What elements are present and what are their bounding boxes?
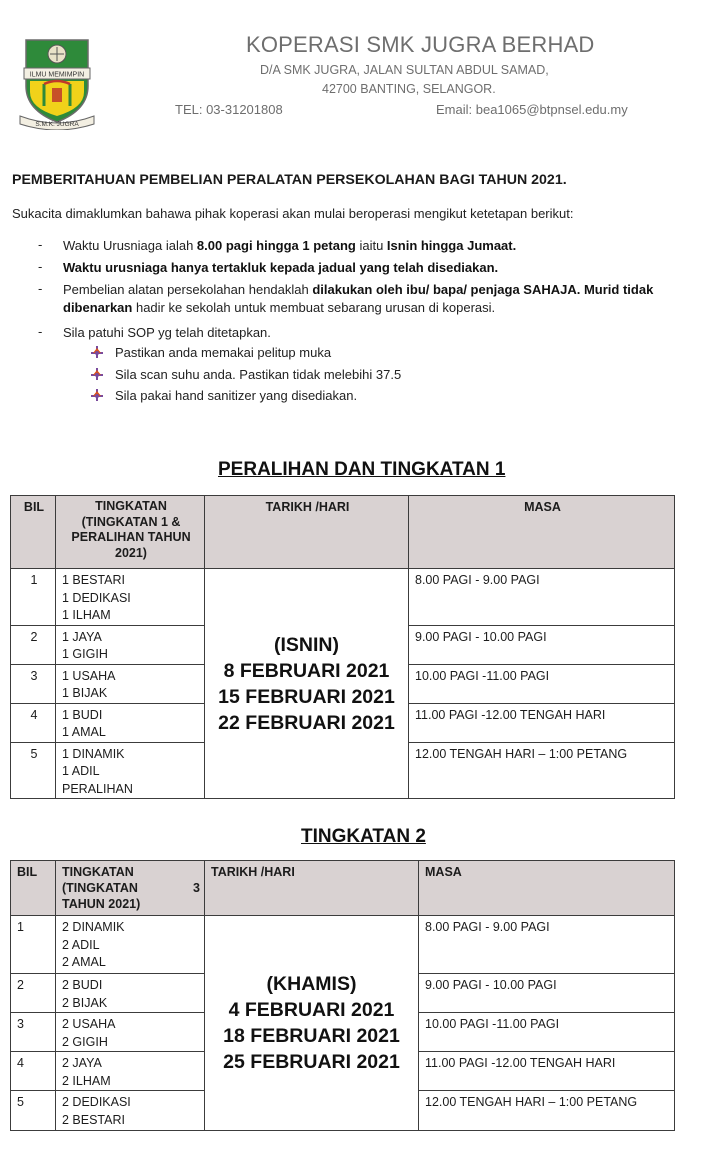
time-slot: 11.00 PAGI -12.00 TENGAH HARI: [425, 1056, 616, 1070]
class-list: 1 DINAMIK 1 ADIL PERALIHAN: [62, 746, 133, 796]
time-slot: 11.00 PAGI -12.00 TENGAH HARI: [415, 707, 606, 722]
table-row: [11, 916, 675, 974]
bullet-marker: -: [38, 281, 43, 296]
row-number: 4: [17, 1056, 24, 1070]
column-header-tarikh: TARIKH /HARI: [205, 861, 419, 916]
organization-name: KOPERASI SMK JUGRA BERHAD: [246, 32, 595, 57]
row-number: 1: [17, 920, 24, 934]
address-line-1: D/A SMK JUGRA, JALAN SULTAN ABDUL SAMAD,: [260, 63, 549, 77]
pushpin-icon: [90, 388, 104, 402]
time-slot: 10.00 PAGI -11.00 PAGI: [425, 1017, 560, 1031]
time-slot: 9.00 PAGI - 10.00 PAGI: [415, 629, 547, 644]
school-crest-logo: [14, 34, 100, 130]
row-number: 5: [30, 746, 38, 761]
column-header-bil: BIL: [11, 861, 56, 916]
table-row: [11, 569, 675, 626]
row-number: 5: [17, 1095, 24, 1109]
row-number: 3: [30, 668, 38, 683]
section-heading-peralihan-tingkatan-1: PERALIHAN DAN TINGKATAN 1: [218, 459, 506, 480]
date-block: (ISNIN) 8 FEBRUARI 2021 15 FEBRUARI 2021 22 FEBRUARI 2021: [205, 569, 409, 799]
date-block: (KHAMIS) 4 FEBRUARI 2021 18 FEBRUARI 2021 25 FEBRUARI 2021: [205, 916, 419, 1131]
schedule-table-tingkatan-1: [10, 495, 675, 799]
address-line-2: 42700 BANTING, SELANGOR.: [322, 82, 496, 96]
bullet-item: Waktu Urusniaga ialah 8.00 pagi hingga 1 petang iaitu Isnin hingga Jumaat.: [63, 238, 517, 253]
class-list: 2 BUDI 2 BIJAK: [62, 978, 108, 1010]
pushpin-icon: [90, 345, 104, 359]
class-list: 2 USAHA 2 GIGIH: [62, 1017, 116, 1049]
bullet-marker: -: [38, 259, 43, 274]
telephone: TEL: 03-31201808: [175, 102, 283, 117]
column-header-bil: BIL: [11, 496, 56, 569]
time-slot: 12.00 TENGAH HARI – 1:00 PETANG: [415, 746, 628, 761]
schedule-table-tingkatan-2: [10, 860, 675, 1131]
bullet-item: Waktu urusniaga hanya tertakluk kepada jadual yang telah disediakan.: [63, 260, 499, 275]
class-list: 1 BESTARI 1 DEDIKASI 1 ILHAM: [62, 573, 131, 622]
sop-item: Sila pakai hand sanitizer yang disediakan.: [115, 388, 358, 403]
bullet-marker: -: [38, 237, 43, 252]
class-list: 1 USAHA 1 BIJAK: [62, 668, 116, 700]
pushpin-icon: [90, 367, 104, 381]
bullet-marker: -: [38, 324, 43, 339]
time-slot: 10.00 PAGI -11.00 PAGI: [415, 668, 550, 683]
sop-item: Sila scan suhu anda. Pastikan tidak melebihi 37.5: [115, 367, 402, 382]
column-header-masa: MASA: [419, 861, 675, 916]
bullet-item: Pembelian alatan persekolahan hendaklah dilakukan oleh ibu/ bapa/ penjaga SAHAJA. Murid tidak dibenarkan hadir ke sekolah untuk membuat sebarang urusan di koperasi.: [63, 282, 654, 315]
email: Email: bea1065@btpnsel.edu.my: [436, 102, 628, 117]
bullet-item: Sila patuhi SOP yg telah ditetapkan.: [63, 325, 271, 340]
time-slot: 12.00 TENGAH HARI – 1:00 PETANG: [425, 1095, 638, 1109]
logo-banner-text: ILMU MEMIMPIN: [29, 71, 85, 79]
class-list: 1 JAYA 1 GIGIH: [62, 629, 108, 661]
time-slot: 8.00 PAGI - 9.00 PAGI: [425, 920, 550, 934]
notice-intro: Sukacita dimaklumkan bahawa pihak koperasi akan mulai beroperasi mengikut ketetapan berikut:: [12, 206, 574, 221]
row-number: 1: [30, 573, 38, 587]
row-number: 4: [30, 707, 38, 722]
class-list: 1 BUDI 1 AMAL: [62, 707, 106, 739]
time-slot: 8.00 PAGI - 9.00 PAGI: [415, 573, 540, 587]
row-number: 2: [30, 629, 38, 644]
row-number: 2: [17, 978, 24, 992]
class-list: 2 DEDIKASI 2 BESTARI: [62, 1095, 131, 1127]
column-header-tingkatan: TINGKATAN (TINGKATAN 1 & PERALIHAN TAHUN 2021): [56, 496, 205, 569]
class-list: 2 JAYA 2 ILHAM: [62, 1056, 111, 1088]
column-header-tingkatan: TINGKATAN (TINGKATAN 3 TAHUN 2021): [56, 861, 205, 916]
section-heading-tingkatan-2: TINGKATAN 2: [301, 826, 426, 847]
row-number: 3: [17, 1017, 24, 1031]
logo-base-text: S.M.K. JUGRA: [35, 121, 79, 128]
sop-item: Pastikan anda memakai pelitup muka: [115, 345, 332, 360]
class-list: 2 DINAMIK 2 ADIL 2 AMAL: [62, 920, 125, 969]
column-header-masa: MASA: [409, 496, 675, 569]
column-header-tarikh: TARIKH /HARI: [205, 496, 409, 569]
notice-title: PEMBERITAHUAN PEMBELIAN PERALATAN PERSEKOLAHAN BAGI TAHUN 2021.: [12, 172, 567, 188]
time-slot: 9.00 PAGI - 10.00 PAGI: [425, 978, 557, 992]
